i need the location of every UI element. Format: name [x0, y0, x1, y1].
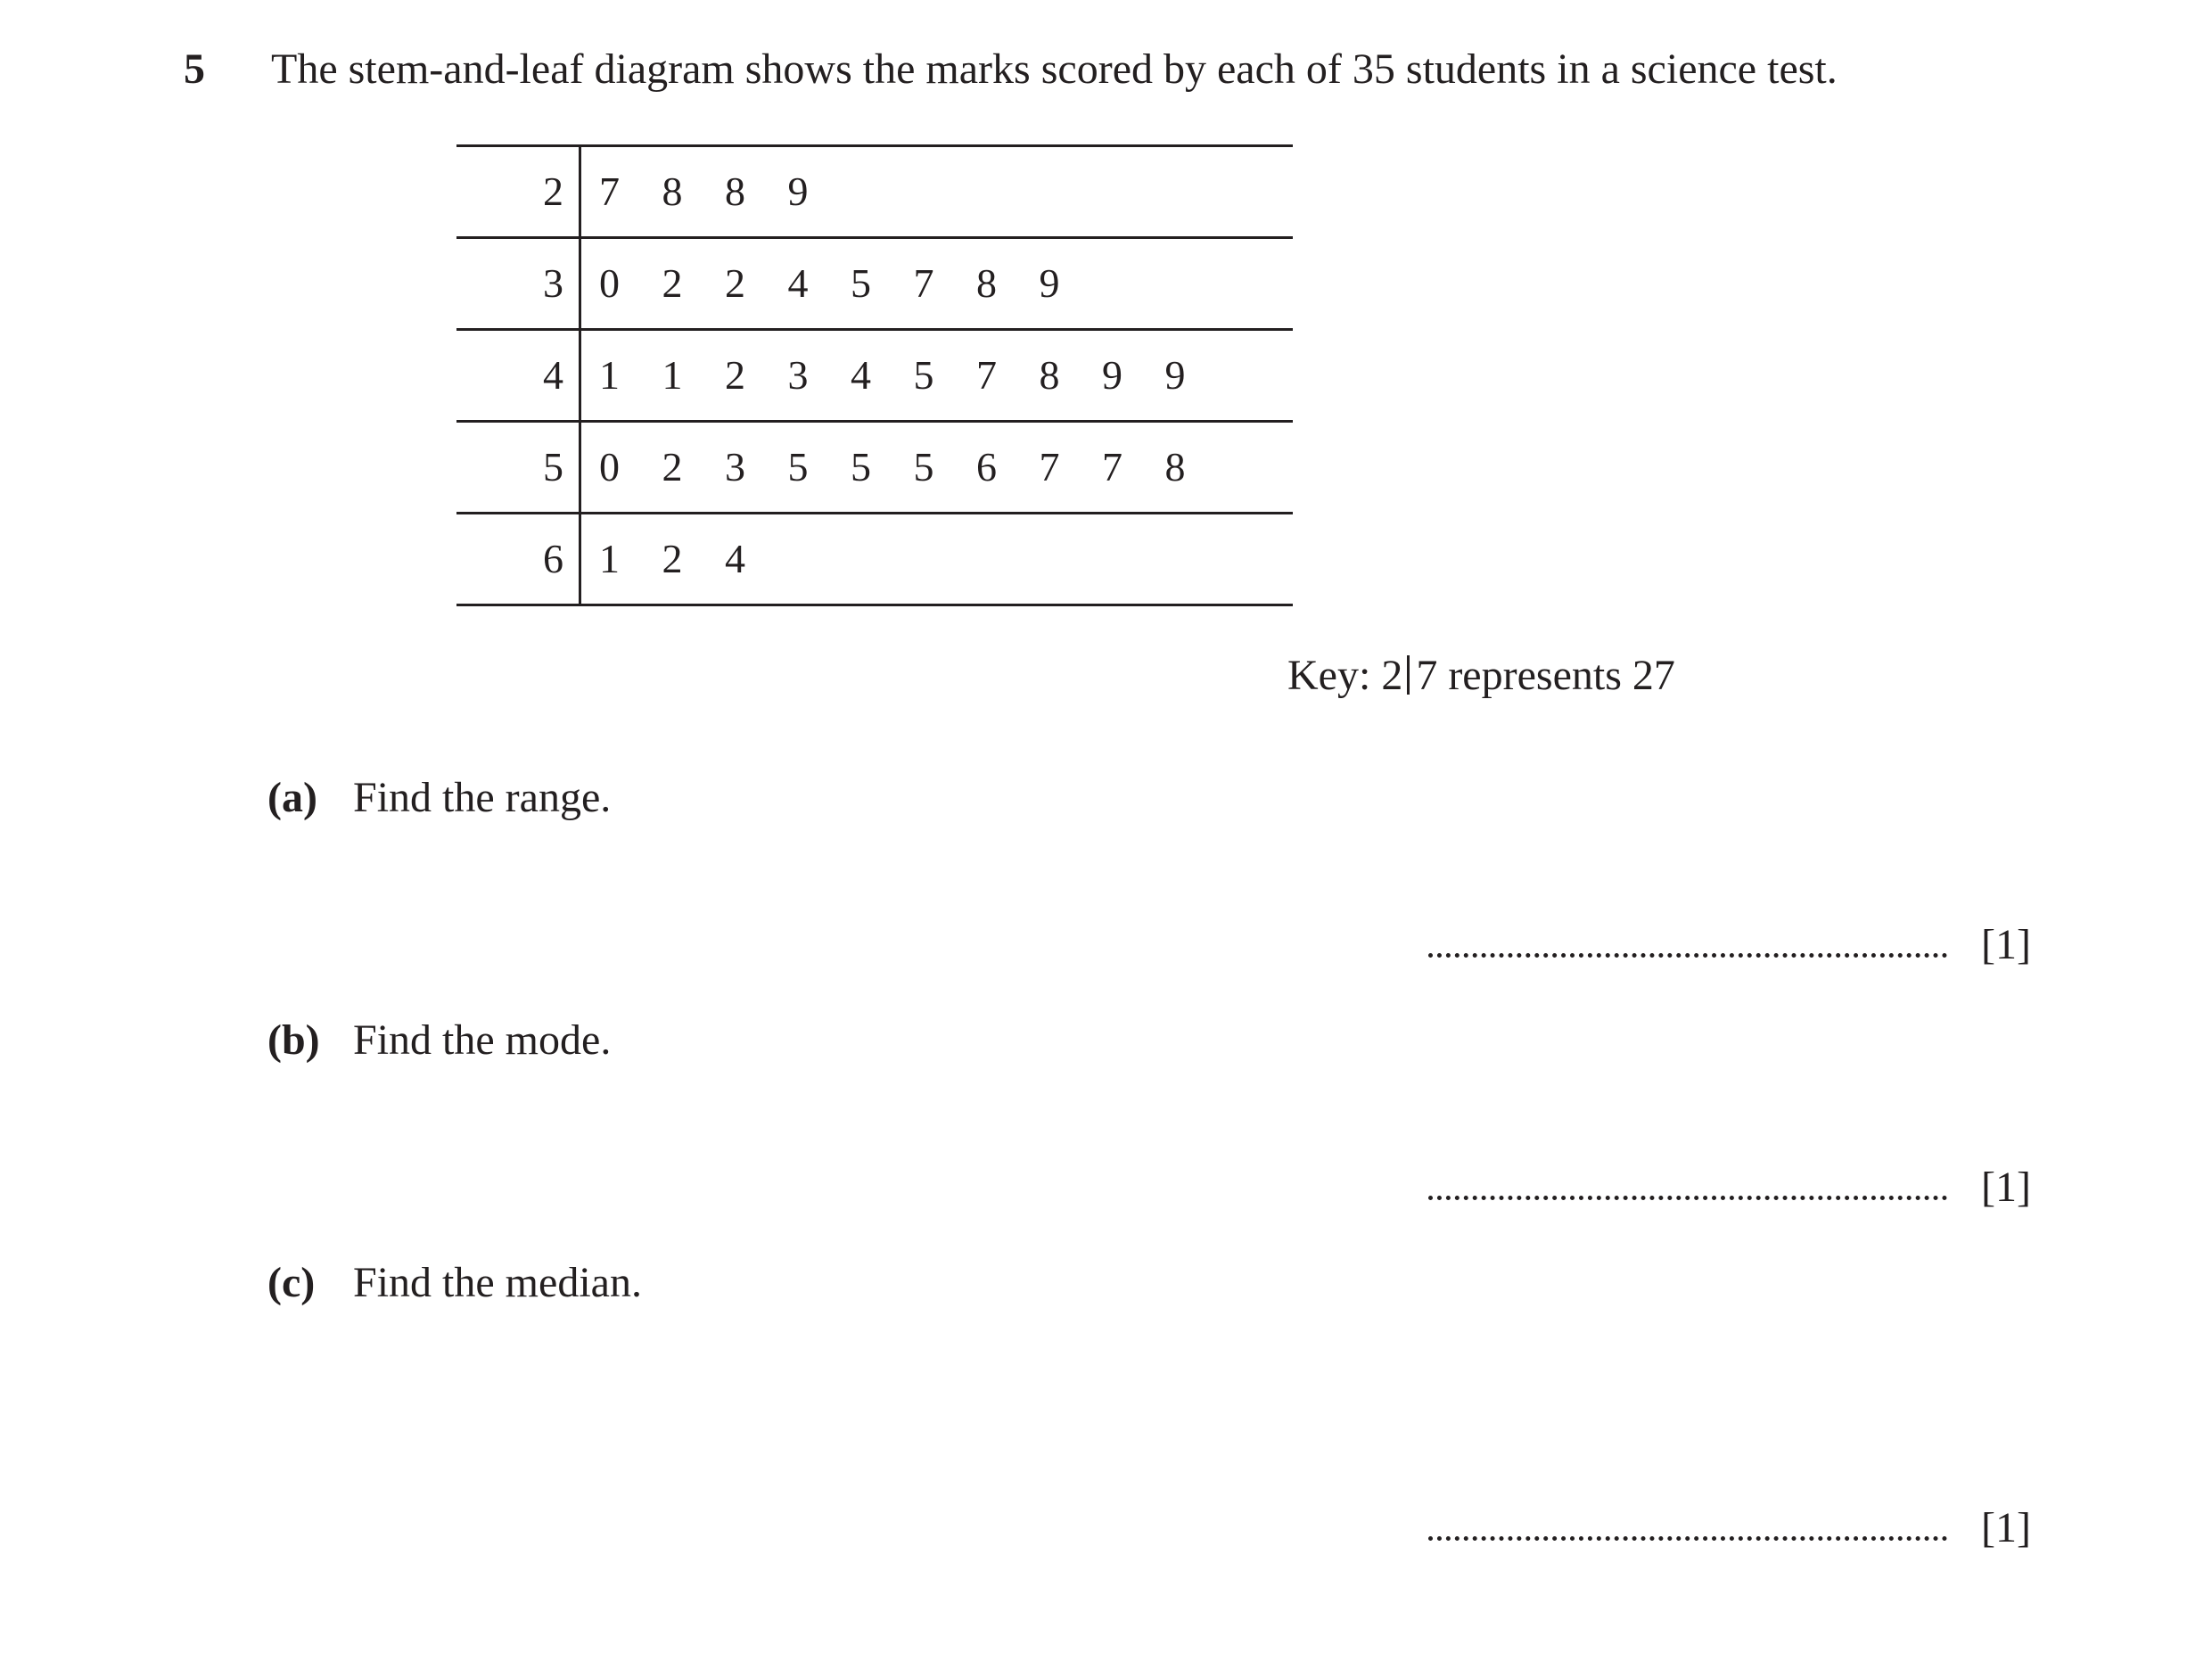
leaf-value: 1 — [599, 352, 620, 398]
leaf-value: 8 — [662, 169, 683, 214]
stem-leaf-row-2 — [456, 147, 1293, 239]
leaf-value: 8 — [1039, 352, 1060, 398]
leaf-value: 8 — [725, 169, 745, 214]
leaf-value: 2 — [662, 260, 683, 306]
leaf-value: 5 — [913, 444, 934, 489]
stem-leaf-key — [1287, 649, 1675, 703]
leaf-value: 0 — [599, 444, 620, 489]
stem-value: 3 — [543, 260, 563, 306]
leaf-value: 4 — [787, 260, 809, 306]
leaf-value: 4 — [725, 536, 745, 581]
question-number: 5 — [184, 45, 205, 93]
stem-leaf-divider — [579, 239, 581, 328]
leaf-value: 1 — [662, 352, 683, 398]
leaf-value: 5 — [851, 260, 871, 306]
leaf-value: 9 — [787, 169, 809, 214]
leaf-value: 8 — [976, 260, 997, 306]
part-c-marks: [1] — [1981, 1504, 2031, 1551]
leaf-value: 5 — [913, 352, 934, 398]
leaf-value: 5 — [787, 444, 809, 489]
part-b-label: (b) — [267, 1016, 320, 1064]
part-b-answer-line[interactable] — [1428, 1196, 1947, 1200]
question-stem: The stem-and-leaf diagram shows the marks scored by each of 35 students in a science test. — [271, 45, 1838, 93]
part-c-question: Find the median. — [353, 1259, 642, 1306]
leaf-value: 7 — [1102, 444, 1122, 489]
part-c-label: (c) — [267, 1259, 316, 1306]
key-suffix: represents 27 — [1437, 652, 1675, 699]
stem-leaf-row-6 — [456, 514, 1293, 606]
leaf-value: 3 — [787, 352, 809, 398]
stem-leaf-divider — [579, 331, 581, 420]
leaf-value: 3 — [725, 444, 745, 489]
stem-value: 2 — [543, 169, 563, 214]
stem-leaf-row-5 — [456, 423, 1293, 514]
leaf-value: 2 — [662, 536, 683, 581]
stem-and-leaf-diagram — [456, 144, 1293, 606]
leaf-value: 9 — [1102, 352, 1122, 398]
part-b-question: Find the mode. — [353, 1016, 612, 1064]
leaf-list — [599, 239, 1102, 328]
leaf-list — [599, 423, 1228, 512]
stem-leaf-row-4 — [456, 331, 1293, 423]
leaf-value: 1 — [599, 536, 620, 581]
leaf-value: 5 — [851, 444, 871, 489]
leaf-value: 7 — [599, 169, 620, 214]
leaf-value: 2 — [725, 260, 745, 306]
leaf-value: 7 — [1039, 444, 1060, 489]
leaf-list — [599, 147, 851, 236]
key-leaf: 7 — [1416, 652, 1438, 699]
leaf-value: 7 — [913, 260, 934, 306]
stem-leaf-divider — [579, 423, 581, 512]
part-a-marks: [1] — [1981, 921, 2031, 968]
part-a-answer-line[interactable] — [1428, 953, 1947, 958]
stem-value: 5 — [543, 444, 563, 489]
leaf-value: 4 — [851, 352, 871, 398]
part-b-marks: [1] — [1981, 1164, 2031, 1211]
key-prefix: Key: — [1287, 652, 1382, 699]
leaf-value: 8 — [1164, 444, 1186, 489]
leaf-list — [599, 514, 788, 604]
leaf-value: 9 — [1164, 352, 1186, 398]
stem-leaf-row-3 — [456, 239, 1293, 331]
part-a-question: Find the range. — [353, 774, 612, 821]
leaf-list — [599, 331, 1228, 420]
key-stem: 2 — [1381, 652, 1403, 699]
leaf-value: 0 — [599, 260, 620, 306]
leaf-value: 2 — [725, 352, 745, 398]
leaf-value: 2 — [662, 444, 683, 489]
leaf-value: 6 — [976, 444, 997, 489]
stem-leaf-divider — [579, 147, 581, 236]
part-a-label: (a) — [267, 774, 317, 821]
key-divider — [1407, 655, 1410, 695]
leaf-value: 7 — [976, 352, 997, 398]
stem-value: 4 — [543, 352, 563, 398]
leaf-value: 9 — [1039, 260, 1060, 306]
stem-leaf-divider — [579, 514, 581, 604]
stem-value: 6 — [543, 536, 563, 581]
part-c-answer-line[interactable] — [1428, 1536, 1947, 1541]
